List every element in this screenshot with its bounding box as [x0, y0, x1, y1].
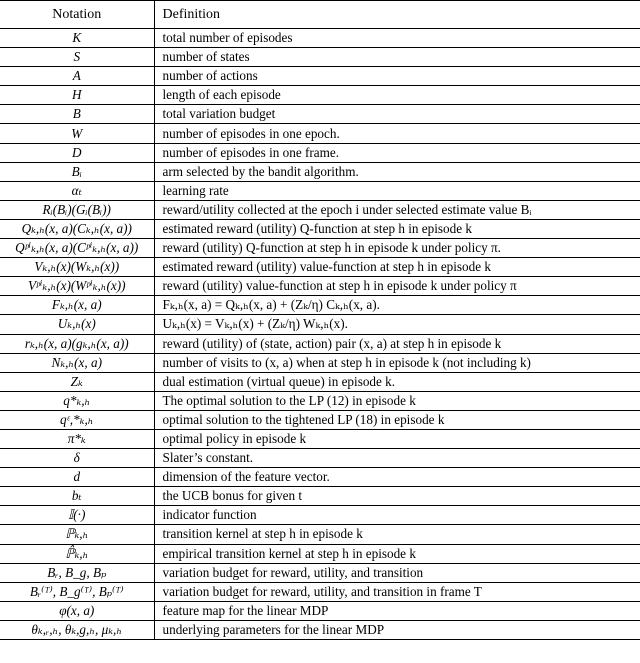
notation-cell: Vₖ,ₕ(x)(Wₖ,ₕ(x)) [0, 258, 154, 277]
table-row [0, 353, 640, 372]
notation-cell: δ [0, 449, 154, 468]
notation-cell: D [0, 143, 154, 162]
table-row [0, 277, 640, 296]
notation-cell: φ(x, a) [0, 601, 154, 620]
notation-cell: Bᵣ⁽ᵀ⁾, B_g⁽ᵀ⁾, Bₚ⁽ᵀ⁾ [0, 582, 154, 601]
definition-cell: variation budget for reward, utility, and transition in frame T [154, 582, 640, 601]
notation-cell: K [0, 29, 154, 48]
definition-cell: empirical transition kernel at step h in episode k [154, 544, 640, 563]
definition-cell: total variation budget [154, 105, 640, 124]
definition-cell: number of episodes in one frame. [154, 143, 640, 162]
notation-cell: S [0, 48, 154, 67]
notation-cell: bₜ [0, 487, 154, 506]
table-row [0, 525, 640, 544]
table-row [0, 410, 640, 429]
definition-cell: number of actions [154, 67, 640, 86]
notation-cell: q*ₖ,ₕ [0, 391, 154, 410]
table-row [0, 29, 640, 48]
header-notation: Notation [0, 1, 154, 29]
definition-cell: Uₖ,ₕ(x) = Vₖ,ₕ(x) + (Zₖ/η) Wₖ,ₕ(x). [154, 315, 640, 334]
definition-cell: dual estimation (virtual queue) in episode k. [154, 372, 640, 391]
table-row [0, 582, 640, 601]
notation-cell: Qₖ,ₕ(x, a)(Cₖ,ₕ(x, a)) [0, 219, 154, 238]
notation-cell: Zₖ [0, 372, 154, 391]
table-row [0, 162, 640, 181]
table-header-row [0, 1, 640, 29]
table-row [0, 48, 640, 67]
table-row [0, 143, 640, 162]
notation-cell: B [0, 105, 154, 124]
definition-cell: optimal policy in episode k [154, 429, 640, 448]
table-row [0, 315, 640, 334]
table-row [0, 334, 640, 353]
table-row [0, 544, 640, 563]
definition-cell: number of episodes in one epoch. [154, 124, 640, 143]
table-row [0, 429, 640, 448]
notation-cell: Nₖ,ₕ(x, a) [0, 353, 154, 372]
notation-cell: Qᵖⁱₖ,ₕ(x, a)(Cᵖⁱₖ,ₕ(x, a)) [0, 239, 154, 258]
notation-cell: ℙ̂ₖ,ₕ [0, 544, 154, 563]
definition-cell: reward/utility collected at the epoch i under selected estimate value Bᵢ [154, 200, 640, 219]
definition-cell: learning rate [154, 181, 640, 200]
notation-cell: Uₖ,ₕ(x) [0, 315, 154, 334]
definition-cell: variation budget for reward, utility, and transition [154, 563, 640, 582]
table-row [0, 105, 640, 124]
notation-cell: αₜ [0, 181, 154, 200]
table-row [0, 601, 640, 620]
notation-cell: Rᵢ(Bᵢ)(Gᵢ(Bᵢ)) [0, 200, 154, 219]
definition-cell: underlying parameters for the linear MDP [154, 620, 640, 639]
definition-cell: reward (utility) of (state, action) pair (x, a) at step h in episode k [154, 334, 640, 353]
definition-cell: number of visits to (x, a) when at step h in episode k (not including k) [154, 353, 640, 372]
definition-cell: reward (utility) value-function at step h in episode k under policy π [154, 277, 640, 296]
notation-cell: θₖ,ᵣ,ₕ, θₖ,g,ₕ, μₖ,ₕ [0, 620, 154, 639]
notation-cell: Fₖ,ₕ(x, a) [0, 296, 154, 315]
definition-cell: arm selected by the bandit algorithm. [154, 162, 640, 181]
definition-cell: total number of episodes [154, 29, 640, 48]
notation-cell: W [0, 124, 154, 143]
definition-cell: The optimal solution to the LP (12) in episode k [154, 391, 640, 410]
notation-cell: ℙₖ,ₕ [0, 525, 154, 544]
definition-cell: indicator function [154, 506, 640, 525]
notation-cell: Vᵖⁱₖ,ₕ(x)(Wᵖⁱₖ,ₕ(x)) [0, 277, 154, 296]
table-row [0, 449, 640, 468]
table-row [0, 219, 640, 238]
notation-cell: rₖ,ₕ(x, a)(gₖ,ₕ(x, a)) [0, 334, 154, 353]
definition-cell: Slater’s constant. [154, 449, 640, 468]
table-row [0, 86, 640, 105]
table-row [0, 296, 640, 315]
notation-cell: A [0, 67, 154, 86]
table-body [0, 29, 640, 640]
table-row [0, 258, 640, 277]
table-row [0, 391, 640, 410]
table-row [0, 124, 640, 143]
notation-cell: H [0, 86, 154, 105]
table-row [0, 563, 640, 582]
definition-cell: feature map for the linear MDP [154, 601, 640, 620]
definition-cell: Fₖ,ₕ(x, a) = Qₖ,ₕ(x, a) + (Zₖ/η) Cₖ,ₕ(x, a). [154, 296, 640, 315]
notation-cell: Bᵢ [0, 162, 154, 181]
table-row [0, 468, 640, 487]
definition-cell: estimated reward (utility) Q-function at step h in episode k [154, 219, 640, 238]
table-row [0, 181, 640, 200]
definition-cell: optimal solution to the tightened LP (18) in episode k [154, 410, 640, 429]
table-row [0, 239, 640, 258]
notation-cell: π*ₖ [0, 429, 154, 448]
definition-cell: reward (utility) Q-function at step h in episode k under policy π. [154, 239, 640, 258]
table-row [0, 487, 640, 506]
header-definition: Definition [154, 1, 640, 29]
table-row [0, 67, 640, 86]
notation-cell: d [0, 468, 154, 487]
notation-cell: qᵋ,*ₖ,ₕ [0, 410, 154, 429]
definition-cell: estimated reward (utility) value-function at step h in episode k [154, 258, 640, 277]
table-row [0, 200, 640, 219]
table-row [0, 506, 640, 525]
table-row [0, 372, 640, 391]
notation-cell: 𝕀(·) [0, 506, 154, 525]
table-row [0, 620, 640, 639]
definition-cell: the UCB bonus for given t [154, 487, 640, 506]
definition-cell: transition kernel at step h in episode k [154, 525, 640, 544]
notation-cell: Bᵣ, B_g, Bₚ [0, 563, 154, 582]
definition-cell: dimension of the feature vector. [154, 468, 640, 487]
definition-cell: length of each episode [154, 86, 640, 105]
definition-cell: number of states [154, 48, 640, 67]
